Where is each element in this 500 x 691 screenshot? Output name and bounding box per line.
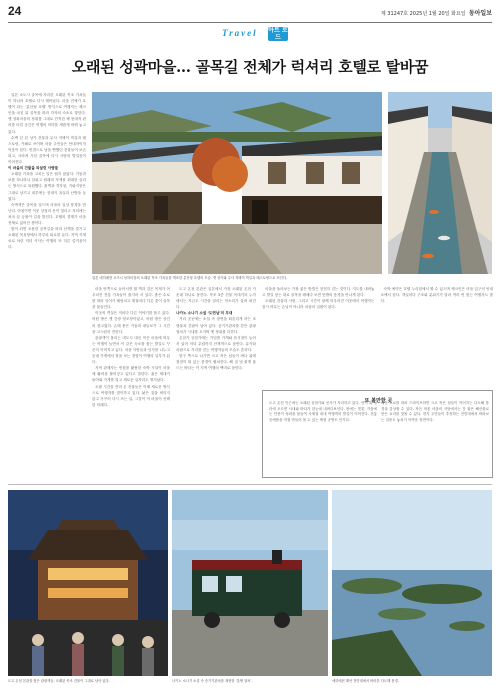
islands-photo xyxy=(332,490,492,676)
photo-divider xyxy=(8,484,492,485)
main-photo-caption: 일본 에히메현 오즈시 성하마을의 오래된 목조 가옥들을 개조한 분산형 호텔의 모습. 옛 상가와 무사 저택이 객실과 레스토랑으로 쓰인다. xyxy=(92,276,288,280)
section-word: Travel xyxy=(222,28,258,38)
paragraph: 일본 소도시 골목에 자리한 오래된 목조 가옥들이 하나의 호텔로 다시 태어났다. 마을 전체가 호텔이 되는 ‘분산형 호텔’ 방식으로 여행자는 체크인을 마친 뒤 골목을 따라 각자의 숙소로 향한다. 옛 성곽마을의 정취를 그대로 간직한 채 현대적 편의를 더한 공간은 여행의 의미를 새롭게 바꿔 놓고 있다. xyxy=(8,93,86,134)
subheading: 나카노 소나기 소설 ‘도련님’의 무대 xyxy=(176,311,233,316)
subheading: 이 마을의 건물을 되살린 사람들 xyxy=(8,166,59,171)
section-badge: 아트 로드 xyxy=(268,27,288,41)
box-text-right: 해안 도로를 따라 드라이브하면 크고 작은 섬들이 이어지는 다도해 풍경을 감상할 수 있다. 작은 어촌 마을의 식당에서는 갓 잡은 해산물로 만든 요리를 맛볼 수 있다. 현지 주민들이 추천하는 전망대에서 바라보는 일몰도 놓치기 아까운 장면이다. xyxy=(381,401,489,422)
paragraph: 수백 년 된 상가 건물과 무사 저택이 객실과 레스토랑, 카페로 쓰이며 마을 주민들은 안내자이자 이웃이 된다. 빈집으로 남을 뻔했던 건물들이 보존되고, 사라져 가던 골목에 다시 사람의 발걸음이 이어진다. xyxy=(8,135,86,165)
paragraph: 마을 안쪽으로 들어서면 흰 벽과 검은 목재가 어우러진 전통 가옥들이 줄지어 서 있다. 좁은 수로를 따라 잉어가 헤엄치고 계절마다 다른 꽃이 골목을 물들인다. xyxy=(92,287,170,310)
train-photo xyxy=(172,490,328,676)
page-meta xyxy=(381,8,492,17)
article-column-2 xyxy=(92,286,170,478)
paragraph: 관광객이 몰리는 대도시 대신 작은 마을에 머무는 여행이 늘면서 이 같은 숙소를 찾는 발길도 꾸준히 이어지고 있다. 마을 사람들과 인사를 나누고 동네 가게에서 장을 보는 경험이 여행의 일부가 된다. xyxy=(92,335,170,365)
canal-photo xyxy=(388,92,492,274)
paragraph: 오래된 가옥을 고치는 일은 쉽지 않았다. 기둥과 보를 하나하나 살피고 원래의 자재를 최대한 살리는 방식으로 복원했다. 흙벽과 격자창, 기와지붕은 그대로 남기고 내부에는 현대식 욕실과 난방을 들였다. xyxy=(8,172,86,201)
page-number: 24 xyxy=(8,4,22,18)
train-illustration xyxy=(172,490,328,676)
paragraph: 숙박객은 골목을 걸으며 마을의 일상 풍경을 만난다. 아침이면 이웃 상점의 문이 열리고 저녁에는 처마 끝 등불이 길을 밝힌다. 호텔의 경계가 마을 전체로 넓어진 셈이다. xyxy=(8,202,86,225)
box-text-left: 도고 온천 인근에는 오래된 상점가와 신사가 자리하고 있다. 언덕 위 성터에 오르면 시내와 바다가 한눈에 내려다보인다. 봄에는 벚꽃, 가을에는 단풍이 성곽을 물들여 사계절 내내 여행객의 발길이 이어진다. 전통 공예품을 직접 만들어 볼 수 있는 체험 공방도 인기다. xyxy=(269,401,377,422)
box-title: 또 볼만한 곳 xyxy=(263,387,494,406)
train-caption: 나카노 소나기 소설 속 증기기관차를 재현한 ‘봇짱 열차’. xyxy=(172,679,253,683)
paragraph: 오랜 시간을 견뎌 온 건물들은 이제 새로운 방식으로 여행자를 맞이하고 있다. 낡은 것을 버리지 않고 가꾸어 다시 쓰는 일, 그것이 이 마을이 선택한 미래다. xyxy=(92,384,170,407)
paragraph: 지역 관계자는 빈집을 활용한 숙박 시설이 마을에 활력을 불어넣고 있다고 말한다. 젊은 세대가 돌아와 가게를 열고 새로운 일자리도 생겨났다. xyxy=(92,366,170,383)
paragraph: 도고 온천 본관은 일본에서 가장 오래된 온천 가운데 하나로 꼽힌다. 목조 3층 건물 꼭대기의 누각에서는 지금도 시간을 알리는 북소리가 울려 퍼진다. xyxy=(176,287,256,310)
hotel-street-photo xyxy=(92,92,382,274)
article-column-4 xyxy=(262,286,493,384)
paragraph: 거리 곳곳에는 소설 속 장면을 떠올리게 하는 조형물과 간판이 남아 있다. 증기기관차를 본뜬 관광 열차가 시내를 오가며 옛 정취를 더한다. xyxy=(176,317,256,334)
header-rule xyxy=(8,22,492,23)
article-column-1 xyxy=(8,92,86,266)
page-header xyxy=(8,4,492,20)
canal-illustration xyxy=(388,92,492,274)
paragraph: 밤이 되면 조용한 골목길을 따라 산책을 즐기고 오래된 목욕탕에서 하루의 피로를 푼다. 지역 식재료로 차린 저녁 식사는 여행의 또 다른 즐거움이다. xyxy=(8,227,86,250)
related-places-box xyxy=(262,390,493,478)
paragraph: 항구 쪽으로 나가면 크고 작은 섬들이 바다 위에 점점이 떠 있는 풍경이 펼쳐진다. 해 질 녘 붉게 물드는 바다는 이 지역 여행의 백미로 꼽힌다. xyxy=(176,354,256,371)
issue-date: 제 31247호 2025년 1월 20일 화요일 xyxy=(380,11,466,17)
paragraph: 오래된 건물과 사람, 그리고 시간이 함께 어우러진 이곳에서 여행자는 잠시 머무는 손님이 아니라 마을의 일원이 된다. xyxy=(262,299,375,310)
paragraph: 온천가 상점가에는 기념품 가게와 음식점이 늘어서 있어 저녁 무렵까지 산책객으로 붐빈다. 유카타 차림으로 거리를 걷는 여행자들의 모습도 흔하다. xyxy=(176,335,256,352)
paragraph: 마을을 둘러보는 가장 좋은 방법은 천천히 걷는 것이다. 지도를 내려놓고 발길 닿는 대로 골목을 헤매다 보면 뜻밖의 풍경을 만나게 된다. xyxy=(262,287,375,298)
paper-name: 동아일보 xyxy=(468,10,492,17)
article-column-3 xyxy=(176,286,256,478)
onsen-photo xyxy=(8,490,168,676)
onsen-caption: 도고 온천 본관을 찾은 관광객들. 오래된 목조 건물이 그대로 남아 있다. xyxy=(8,679,110,683)
onsen-illustration xyxy=(8,490,168,676)
hotel-street-illustration xyxy=(92,92,382,274)
paragraph: 숙박 예약은 호텔 누리집에서 할 수 있으며 체크인은 마을 입구의 안내소에서 한다. 객실마다 구조와 분위기가 달라 여러 번 찾는 여행자도 많다. xyxy=(380,287,493,304)
headline: 오래된 성곽마을… 골목길 전체가 럭셔리 호텔로 탈바꿈 xyxy=(71,58,429,76)
islands-illustration xyxy=(332,490,492,676)
islands-caption: 에히메현 해안 전망대에서 바라본 다도해 풍경. xyxy=(332,679,399,683)
section-banner xyxy=(0,24,500,44)
paragraph: 이곳의 객실은 저마다 다른 이야기를 품고 있다. 어떤 방은 옛 간장 양조장이었고, 어떤 방은 상인의 창고였다. 손때 묻은 기둥과 대들보가 그 시간을 고스란히 전한다. xyxy=(92,311,170,334)
